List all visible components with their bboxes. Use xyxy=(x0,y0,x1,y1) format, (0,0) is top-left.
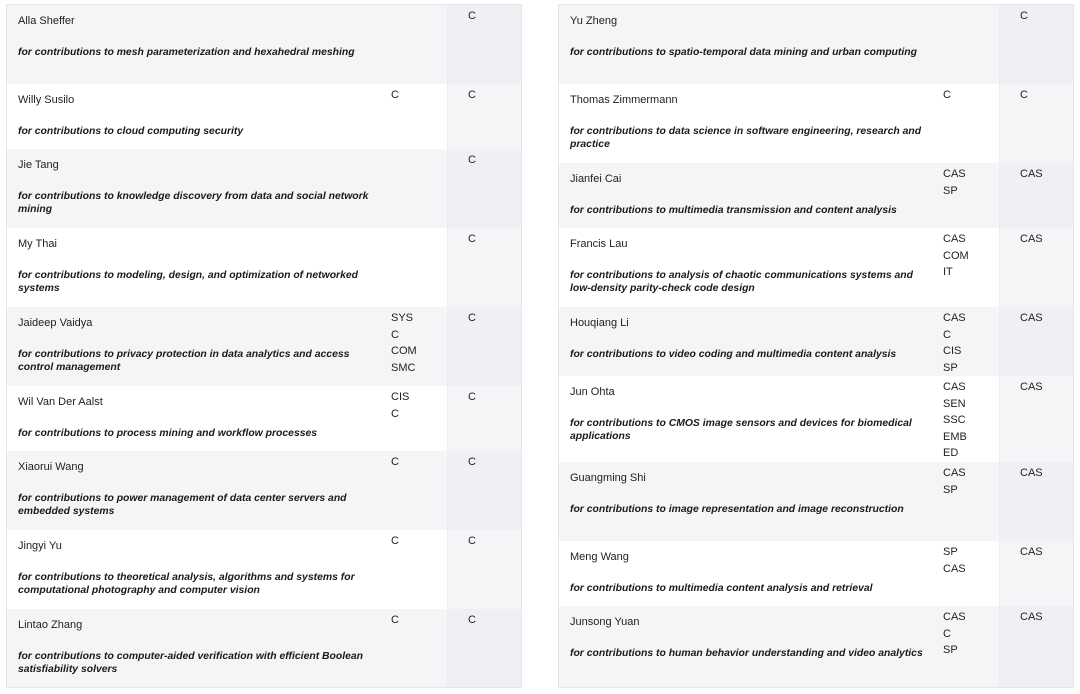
evaluating-society-codes xyxy=(1020,310,1043,327)
society-code: C xyxy=(468,89,476,101)
fellow-citation: for contributions to mesh parameterization and hexahedral meshing xyxy=(18,47,355,58)
society-code: CAS xyxy=(1020,467,1043,479)
column-divider xyxy=(447,307,448,386)
society-code: CIS xyxy=(391,391,410,403)
society-code: CAS xyxy=(1020,233,1043,245)
fellow-row xyxy=(559,228,1073,307)
column-divider xyxy=(447,84,448,149)
fellow-row xyxy=(7,386,521,451)
society-code: IT xyxy=(943,266,953,278)
fellow-name: Xiaorui Wang xyxy=(18,461,84,473)
right-fellows-table xyxy=(558,4,1074,688)
evaluating-society-codes xyxy=(468,152,476,169)
society-code: CAS xyxy=(943,611,966,623)
society-code: C xyxy=(468,233,476,245)
fellow-row xyxy=(559,376,1073,462)
evaluating-society-codes xyxy=(1020,87,1028,104)
fellow-citation: for contributions to modeling, design, and optimization of networked systems xyxy=(18,270,358,294)
society-code: CAS xyxy=(943,562,966,575)
society-code: C xyxy=(468,312,476,324)
fellow-row xyxy=(559,541,1073,606)
fellow-name: Houqiang Li xyxy=(570,317,629,329)
society-code: SMC xyxy=(391,361,416,374)
evaluating-society-codes xyxy=(468,310,476,327)
society-code: SEN xyxy=(943,397,966,410)
society-code: SP xyxy=(943,361,958,374)
society-code: COM xyxy=(943,249,969,262)
evaluating-society-codes xyxy=(468,533,476,550)
fellow-name: Jianfei Cai xyxy=(570,173,622,185)
society-code: C xyxy=(1020,10,1028,22)
column-divider xyxy=(447,451,448,530)
evaluating-society-codes xyxy=(1020,379,1043,396)
society-column-background xyxy=(447,609,522,688)
evaluating-society-codes xyxy=(1020,231,1043,248)
society-code: CAS xyxy=(943,233,966,245)
fellow-citation: for contributions to spatio-temporal data mining and urban computing xyxy=(570,47,917,58)
column-divider xyxy=(999,5,1000,84)
column-divider xyxy=(447,228,448,307)
society-code: C xyxy=(468,10,476,22)
evaluating-society-codes xyxy=(468,389,476,406)
society-code: SP xyxy=(943,546,958,558)
fellow-row xyxy=(7,307,521,386)
fellow-row xyxy=(7,451,521,530)
fellow-row xyxy=(7,84,521,149)
society-code: C xyxy=(391,535,399,547)
column-divider xyxy=(999,228,1000,307)
society-column-background xyxy=(447,5,522,84)
evaluating-society-codes xyxy=(468,231,476,248)
society-code: C xyxy=(468,614,476,626)
society-column-background xyxy=(999,5,1074,84)
society-code: C xyxy=(943,89,951,101)
column-divider xyxy=(447,149,448,228)
society-code: SP xyxy=(943,483,958,496)
fellow-citation: for contributions to multimedia content analysis and retrieval xyxy=(570,583,873,594)
fellow-name: Lintao Zhang xyxy=(18,619,83,631)
society-codes xyxy=(391,87,399,104)
society-column-background xyxy=(447,228,522,307)
society-code: SYS xyxy=(391,312,414,324)
fellow-citation: for contributions to privacy protection in data analytics and access control management xyxy=(18,349,350,373)
society-code: SP xyxy=(943,644,958,656)
society-code: C xyxy=(468,535,476,547)
society-codes xyxy=(943,465,966,498)
fellow-row xyxy=(7,530,521,609)
society-codes xyxy=(391,389,409,422)
society-codes xyxy=(943,609,966,659)
fellow-citation: for contributions to computer-aided verification with efficient Boolean satisfiability solvers xyxy=(18,651,364,675)
fellow-row xyxy=(7,5,521,84)
column-divider xyxy=(999,307,1000,376)
fellow-name: Jaideep Vaidya xyxy=(18,317,93,329)
column-divider xyxy=(447,5,448,84)
fellow-citation: for contributions to knowledge discovery from data and social network mining xyxy=(18,191,369,215)
fellow-name: Junsong Yuan xyxy=(570,616,640,628)
society-code: C xyxy=(391,614,399,626)
evaluating-society-codes xyxy=(468,612,476,629)
society-codes xyxy=(943,231,969,281)
society-codes xyxy=(943,166,966,199)
society-column-background xyxy=(447,307,522,386)
fellow-citation: for contributions to video coding and multimedia content analysis xyxy=(570,349,897,360)
society-code: CAS xyxy=(943,381,966,393)
society-code: CAS xyxy=(943,467,966,479)
column-divider xyxy=(447,530,448,609)
society-column-background xyxy=(447,149,522,228)
column-divider xyxy=(447,609,448,688)
society-codes xyxy=(391,533,399,550)
society-column-background xyxy=(447,84,522,149)
society-code: CIS xyxy=(943,345,962,357)
society-column-background xyxy=(999,84,1074,163)
society-code: C xyxy=(1020,89,1028,101)
evaluating-society-codes xyxy=(468,8,476,25)
fellow-citation: for contributions to power management of data center servers and embedded systems xyxy=(18,493,347,517)
society-code: C xyxy=(391,328,399,341)
society-column-background xyxy=(447,451,522,530)
society-code: CAS xyxy=(1020,312,1043,324)
fellow-row xyxy=(7,149,521,228)
society-code: CAS xyxy=(943,312,966,324)
fellow-name: Meng Wang xyxy=(570,551,629,563)
society-code: C xyxy=(391,407,399,420)
society-code: CAS xyxy=(1020,611,1043,623)
society-codes xyxy=(391,612,399,629)
society-code: CAS xyxy=(1020,546,1043,558)
fellow-name: My Thai xyxy=(18,238,57,250)
society-codes xyxy=(943,544,966,577)
fellow-row xyxy=(559,5,1073,84)
fellow-name: Yu Zheng xyxy=(570,15,618,27)
evaluating-society-codes xyxy=(1020,166,1043,183)
society-column-background xyxy=(447,386,522,451)
society-code: SSC xyxy=(943,414,966,426)
evaluating-society-codes xyxy=(1020,609,1043,626)
society-code: C xyxy=(391,456,399,468)
society-code: CAS xyxy=(943,168,966,180)
society-code: C xyxy=(943,627,951,640)
fellow-citation: for contributions to cloud computing security xyxy=(18,126,244,137)
fellow-citation: for contributions to multimedia transmission and content analysis xyxy=(570,205,897,216)
evaluating-society-codes xyxy=(1020,465,1043,482)
left-fellows-table xyxy=(6,4,522,688)
society-column-background xyxy=(447,530,522,609)
column-divider xyxy=(999,84,1000,163)
society-code: COM xyxy=(391,345,417,357)
society-code: EMB xyxy=(943,430,967,443)
evaluating-society-codes xyxy=(468,87,476,104)
fellow-name: Jie Tang xyxy=(18,159,59,171)
fellow-row xyxy=(559,163,1073,228)
column-divider xyxy=(999,163,1000,228)
society-codes xyxy=(943,379,967,462)
fellow-row xyxy=(559,606,1073,688)
column-divider xyxy=(999,541,1000,606)
evaluating-society-codes xyxy=(1020,544,1043,561)
society-code: C xyxy=(468,154,476,166)
fellow-row xyxy=(7,609,521,688)
fellow-name: Jun Ohta xyxy=(570,386,615,398)
society-code: C xyxy=(468,391,476,403)
fellow-name: Thomas Zimmermann xyxy=(570,94,678,106)
fellow-row xyxy=(559,84,1073,163)
fellow-row xyxy=(7,228,521,307)
column-divider xyxy=(999,462,1000,541)
society-code: C xyxy=(391,89,399,101)
society-code: C xyxy=(468,456,476,468)
fellow-citation: for contributions to CMOS image sensors and devices for biomedical applications xyxy=(570,418,912,442)
fellow-row xyxy=(559,462,1073,541)
column-divider xyxy=(999,376,1000,462)
fellow-name: Guangming Shi xyxy=(570,472,646,484)
fellow-citation: for contributions to data science in software engineering, research and practice xyxy=(570,126,922,150)
society-codes xyxy=(391,310,417,376)
fellow-citation: for contributions to theoretical analysis, algorithms and systems for computational photography and computer vision xyxy=(18,572,355,596)
society-codes xyxy=(943,310,966,376)
fellow-citation: for contributions to process mining and workflow processes xyxy=(18,428,318,439)
fellow-name: Wil Van Der Aalst xyxy=(18,396,103,408)
society-codes xyxy=(943,87,951,104)
fellow-name: Jingyi Yu xyxy=(18,540,62,552)
fellow-row xyxy=(559,307,1073,376)
society-code: CAS xyxy=(1020,381,1043,393)
fellow-name: Willy Susilo xyxy=(18,94,75,106)
column-divider xyxy=(447,386,448,451)
society-code: SP xyxy=(943,184,958,197)
society-codes xyxy=(391,454,399,471)
evaluating-society-codes xyxy=(468,454,476,471)
fellow-citation: for contributions to analysis of chaotic communications systems and low-density parity-check code design xyxy=(570,270,913,294)
society-code: CAS xyxy=(1020,168,1043,180)
fellow-citation: for contributions to human behavior understanding and video analytics xyxy=(570,648,923,659)
fellow-name: Alla Sheffer xyxy=(18,15,75,27)
column-divider xyxy=(999,606,1000,688)
fellow-name: Francis Lau xyxy=(570,238,628,250)
society-code: ED xyxy=(943,447,959,459)
society-code: C xyxy=(943,328,951,341)
fellow-citation: for contributions to image representation and image reconstruction xyxy=(570,504,904,515)
evaluating-society-codes xyxy=(1020,8,1028,25)
